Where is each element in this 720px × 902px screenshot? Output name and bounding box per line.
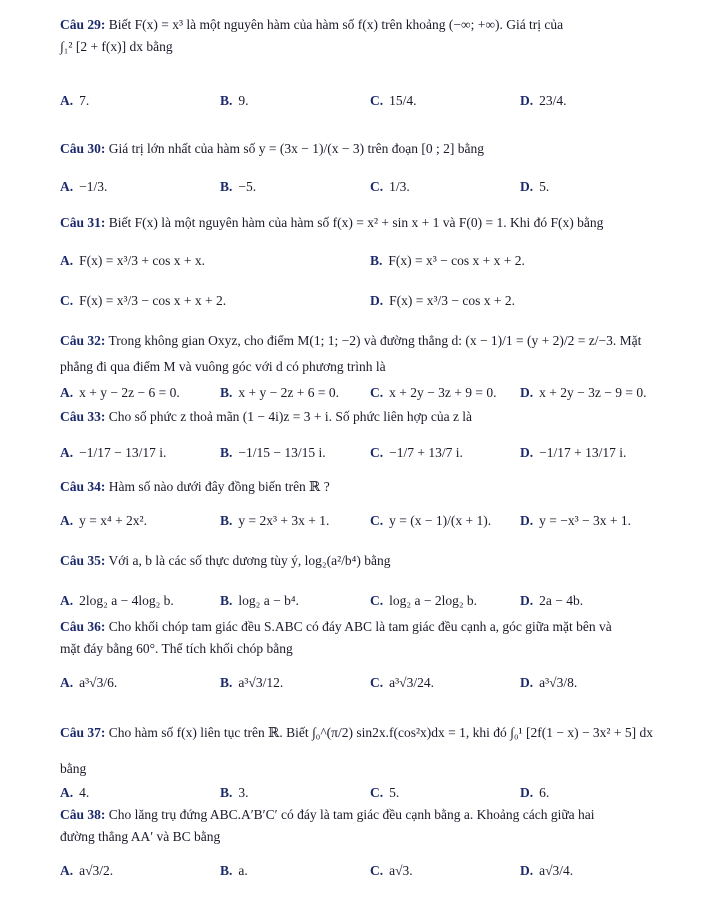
option-b[interactable]: B. 9. <box>220 93 249 108</box>
question-label: Câu 30: <box>60 141 106 156</box>
option-b[interactable]: B. x + y − 2z + 6 = 0. <box>220 385 339 400</box>
option-a[interactable]: A. a√3/2. <box>60 863 114 878</box>
question-text: Cho lăng trụ đứng ABC.A′B′C′ có đáy là tam giác đều cạnh bằng a. Khoảng cách giữa hai <box>108 807 595 822</box>
question-text: Giá trị lớn nhất của hàm số y = (3x − 1)/(x − 3) trên đoạn [0 ; 2] bằng <box>108 141 485 156</box>
question-text: Cho khối chóp tam giác đều S.ABC có đáy ABC là tam giác đều cạnh a, góc giữa mặt bên và <box>108 619 612 634</box>
option-c[interactable]: C. x + 2y − 3z + 9 = 0. <box>370 385 497 400</box>
options-37 <box>60 782 700 806</box>
question-35 <box>60 550 700 572</box>
option-b[interactable]: B. a³√3/12. <box>220 675 284 690</box>
option-d[interactable]: D. a³√3/8. <box>520 675 578 690</box>
question-29 <box>60 14 700 58</box>
option-d[interactable]: D. 23/4. <box>520 93 567 108</box>
question-text: Biết F(x) là một nguyên hàm của hàm số f(x) = x² + sin x + 1 và F(0) = 1. Khi đó F(x) bằng <box>108 215 604 230</box>
option-c[interactable]: C. F(x) = x³/3 − cos x + x + 2. <box>60 293 227 308</box>
option-a[interactable]: A. F(x) = x³/3 + cos x + x. <box>60 253 206 268</box>
options-36 <box>60 672 700 696</box>
question-text: Hàm số nào dưới đây đồng biến trên ℝ ? <box>108 479 330 494</box>
option-b[interactable]: B. 3. <box>220 785 249 800</box>
question-33 <box>60 406 700 428</box>
option-a[interactable]: A. 7. <box>60 93 90 108</box>
option-b[interactable]: B. y = 2x³ + 3x + 1. <box>220 513 330 528</box>
option-c[interactable]: C. 15/4. <box>370 93 417 108</box>
question-label: Câu 32: <box>60 333 106 348</box>
options-31-ab <box>60 250 700 274</box>
question-31 <box>60 212 700 234</box>
question-text-2: bằng <box>60 761 87 776</box>
options-30 <box>60 176 700 200</box>
question-text: Cho số phức z thoả mãn (1 − 4i)z = 3 + i. Số phức liên hợp của z là <box>108 409 473 424</box>
option-d[interactable]: D. −1/17 + 13/17 i. <box>520 445 627 460</box>
option-d[interactable]: D. F(x) = x³/3 − cos x + 2. <box>370 293 516 308</box>
options-35 <box>60 590 700 614</box>
question-text: Biết F(x) = x³ là một nguyên hàm của hàm số f(x) trên khoảng (−∞; +∞). Giá trị của <box>108 17 564 32</box>
question-text-2: đường thẳng AA′ và BC bằng <box>60 829 221 844</box>
option-c[interactable]: C. a³√3/24. <box>370 675 434 690</box>
question-label: Câu 38: <box>60 807 106 822</box>
question-text: Với a, b là các số thực dương tùy ý, log₂(a²/b⁴) bằng <box>108 553 391 568</box>
question-label: Câu 31: <box>60 215 106 230</box>
option-b[interactable]: B. −5. <box>220 179 257 194</box>
option-a[interactable]: A. 2log₂ a − 4log₂ b. <box>60 593 174 608</box>
option-d[interactable]: D. 6. <box>520 785 550 800</box>
question-36 <box>60 616 700 660</box>
options-38 <box>60 860 700 884</box>
options-34 <box>60 510 700 534</box>
question-38 <box>60 804 700 848</box>
question-label: Câu 33: <box>60 409 106 424</box>
option-c[interactable]: C. y = (x − 1)/(x + 1). <box>370 513 492 528</box>
question-label: Câu 34: <box>60 479 106 494</box>
option-c[interactable]: C. 1/3. <box>370 179 410 194</box>
option-a[interactable]: A. a³√3/6. <box>60 675 118 690</box>
option-a[interactable]: A. −1/17 − 13/17 i. <box>60 445 167 460</box>
options-31-cd <box>60 290 700 314</box>
option-b[interactable]: B. F(x) = x³ − cos x + x + 2. <box>370 253 525 268</box>
options-29 <box>60 90 700 114</box>
option-d[interactable]: D. a√3/4. <box>520 863 574 878</box>
option-c[interactable]: C. −1/7 + 13/7 i. <box>370 445 463 460</box>
question-label: Câu 36: <box>60 619 106 634</box>
question-label: Câu 29: <box>60 17 106 32</box>
question-34 <box>60 476 700 498</box>
option-a[interactable]: A. 4. <box>60 785 90 800</box>
option-d[interactable]: D. x + 2y − 3z − 9 = 0. <box>520 385 647 400</box>
question-label: Câu 35: <box>60 553 106 568</box>
option-c[interactable]: C. 5. <box>370 785 400 800</box>
option-c[interactable]: C. log₂ a − 2log₂ b. <box>370 593 478 608</box>
option-a[interactable]: A. y = x⁴ + 2x². <box>60 513 147 528</box>
options-32 <box>60 382 700 406</box>
question-text: Cho hàm số f(x) liên tục trên ℝ. Biết ∫₀^(π/2) sin2x.f(cos²x)dx = 1, khi đó ∫₀¹ [2f(1 − x) − 3x² + 5] dx <box>108 725 653 740</box>
option-b[interactable]: B. a. <box>220 863 248 878</box>
option-b[interactable]: B. log₂ a − b⁴. <box>220 593 299 608</box>
option-d[interactable]: D. 2a − 4b. <box>520 593 584 608</box>
option-b[interactable]: B. −1/15 − 13/15 i. <box>220 445 326 460</box>
question-32 <box>60 330 700 378</box>
question-text-2: mặt đáy bằng 60°. Thể tích khối chóp bằng <box>60 641 293 656</box>
question-30 <box>60 138 700 160</box>
question-text-2: ∫₁² [2 + f(x)] dx bằng <box>60 39 173 54</box>
option-a[interactable]: A. x + y − 2z − 6 = 0. <box>60 385 180 400</box>
options-33 <box>60 442 700 466</box>
option-a[interactable]: A. −1/3. <box>60 179 108 194</box>
question-label: Câu 37: <box>60 725 106 740</box>
question-text: Trong không gian Oxyz, cho điểm M(1; 1; −2) và đường thẳng d: (x − 1)/1 = (y + 2)/2 = z/−3. Mặt <box>108 333 642 348</box>
question-37 <box>60 722 700 780</box>
option-d[interactable]: D. 5. <box>520 179 550 194</box>
option-c[interactable]: C. a√3. <box>370 863 413 878</box>
question-text-2: phẳng đi qua điểm M và vuông góc với d có phương trình là <box>60 359 386 374</box>
option-d[interactable]: D. y = −x³ − 3x + 1. <box>520 513 632 528</box>
